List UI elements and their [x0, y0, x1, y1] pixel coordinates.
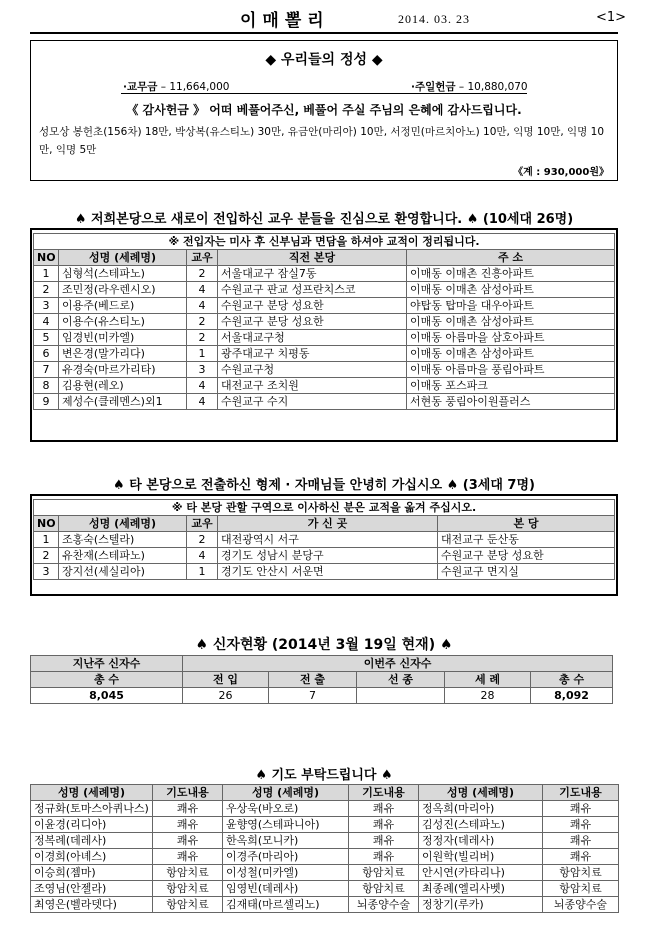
column-header: 기도내용	[153, 785, 223, 801]
column-header: 성명 (세례명)	[59, 250, 187, 266]
table-cell: 경기도 안산시 서운면	[218, 564, 438, 580]
table-row	[34, 330, 615, 346]
column-header: 성명 (세례명)	[31, 785, 153, 801]
table-cell: 1	[187, 564, 218, 580]
table-cell: 수원교구 수지	[218, 394, 407, 410]
table-cell: 김재태(마르셀리노)	[223, 897, 349, 913]
lord-offering-value: – 11,664,000	[160, 81, 230, 93]
table-cell: 변은경(말가리다)	[59, 346, 187, 362]
offering-title: ◆ 우리들의 정성 ◆	[265, 52, 383, 68]
table-cell: 이매동 이매촌 삼성아파트	[407, 314, 615, 330]
column-header: NO	[34, 250, 59, 266]
sunday-offering-label: ·주일헌금	[411, 81, 456, 93]
prayer-table	[30, 784, 619, 913]
table-cell: 정정자(데레사)	[419, 833, 543, 849]
thanks-offering-title: 《 감사헌금 》 어떠 베풀어주신, 베풀어 주실 주님의 은혜에 감사드립니다.	[126, 103, 522, 117]
this-week-label: 이번주 신자수	[183, 656, 613, 672]
table-cell: 쾌유	[543, 833, 619, 849]
table-cell: 쾌유	[349, 849, 419, 865]
table-cell: 항암치료	[153, 865, 223, 881]
table-cell: 2	[187, 532, 218, 548]
table-cell: 이용주(베드로)	[59, 298, 187, 314]
table-cell: 이매동 이매촌 진흥아파트	[407, 266, 615, 282]
newcomers-note: ※ 전입자는 미사 후 신부님과 면담을 하셔야 교적이 정리됩니다.	[34, 234, 615, 250]
table-cell: 2	[187, 314, 218, 330]
table-cell: 광주대교구 치평동	[218, 346, 407, 362]
column-header: 성명 (세례명)	[419, 785, 543, 801]
table-cell: 우상욱(바오로)	[223, 801, 349, 817]
table-cell: 유경숙(마르가리타)	[59, 362, 187, 378]
table-cell: 쾌유	[349, 833, 419, 849]
transfers-table	[33, 499, 615, 580]
sunday-offering	[411, 79, 528, 94]
transfer-in-value: 26	[183, 688, 269, 704]
table-cell: 4	[187, 282, 218, 298]
offering-total: 《계 : 930,000원》	[513, 167, 609, 178]
column-header: 전 출	[269, 672, 357, 688]
table-cell: 이매동 아름마을 풍림아파트	[407, 362, 615, 378]
divider	[121, 93, 527, 94]
table-cell: 대전교구 조치원	[218, 378, 407, 394]
column-header: 전 입	[183, 672, 269, 688]
table-cell: 대전교구 둔산동	[438, 532, 615, 548]
table-cell: 쾌유	[349, 817, 419, 833]
baptism-value: 28	[445, 688, 531, 704]
table-cell: 조영님(안젤라)	[31, 881, 153, 897]
table-cell: 안시연(카타리나)	[419, 865, 543, 881]
table-cell: 제성수(클레멘스)외1	[59, 394, 187, 410]
table-cell: 이경희(아녜스)	[31, 849, 153, 865]
lord-offering	[123, 79, 229, 94]
page-number: <1>	[596, 10, 627, 25]
table-cell: 이성철(미카엘)	[223, 865, 349, 881]
bulletin-title: 이매뽈리	[240, 11, 330, 31]
column-header: NO	[34, 516, 59, 532]
table-cell: 항암치료	[153, 897, 223, 913]
table-cell: 최영은(벨라뎃다)	[31, 897, 153, 913]
transfers-note: ※ 타 본당 관할 구역으로 이사하신 분은 교적을 옮겨 주십시오.	[34, 500, 615, 516]
table-row	[34, 266, 615, 282]
table-cell: 이윤경(리디아)	[31, 817, 153, 833]
column-header: 총 수	[31, 672, 183, 688]
table-cell: 6	[34, 346, 59, 362]
table-cell: 김용현(레오)	[59, 378, 187, 394]
table-cell: 쾌유	[153, 849, 223, 865]
table-cell: 쾌유	[543, 849, 619, 865]
table-row	[31, 817, 619, 833]
table-row	[34, 394, 615, 410]
table-cell: 8	[34, 378, 59, 394]
table-cell: 경기도 성남시 분당구	[218, 548, 438, 564]
table-row	[34, 378, 615, 394]
table-cell: 쾌유	[349, 801, 419, 817]
table-cell: 9	[34, 394, 59, 410]
last-week-label: 지난주 신자수	[31, 656, 183, 672]
column-header: 세 례	[445, 672, 531, 688]
table-cell: 쾌유	[543, 817, 619, 833]
table-cell: 임영빈(데레사)	[223, 881, 349, 897]
table-row	[34, 298, 615, 314]
table-cell: 서현동 풍림아이원플러스	[407, 394, 615, 410]
table-header-row	[34, 516, 615, 532]
table-cell: 4	[187, 378, 218, 394]
table-cell: 수원교구 분당 성요한	[218, 314, 407, 330]
column-header: 교우	[187, 516, 218, 532]
table-row	[31, 881, 619, 897]
table-cell: 윤향영(스테파니아)	[223, 817, 349, 833]
table-cell: 정창기(루카)	[419, 897, 543, 913]
table-cell: 1	[34, 266, 59, 282]
column-header: 주 소	[407, 250, 615, 266]
table-cell: 정규화(토마스아퀴나스)	[31, 801, 153, 817]
table-header-row	[34, 250, 615, 266]
table-cell: 쾌유	[153, 801, 223, 817]
last-total-value: 8,045	[31, 688, 183, 704]
table-cell: 유찬재(스테파노)	[59, 548, 187, 564]
table-cell: 수원교구 면지실	[438, 564, 615, 580]
table-cell: 조민정(라우렌시오)	[59, 282, 187, 298]
table-cell: 쾌유	[153, 817, 223, 833]
table-row	[34, 314, 615, 330]
column-header: 기도내용	[349, 785, 419, 801]
status-table	[30, 655, 613, 704]
column-header: 본 당	[438, 516, 615, 532]
column-header: 직전 본당	[218, 250, 407, 266]
offering-box	[30, 40, 618, 181]
table-cell: 4	[187, 298, 218, 314]
table-cell: 3	[187, 362, 218, 378]
bulletin-header	[30, 4, 627, 34]
table-cell: 심형석(스테파노)	[59, 266, 187, 282]
table-cell: 이용수(유스티노)	[59, 314, 187, 330]
table-cell: 한옥희(모니카)	[223, 833, 349, 849]
table-cell: 항암치료	[349, 881, 419, 897]
table-cell: 이매동 포스파크	[407, 378, 615, 394]
table-cell: 수원교구 판교 성프란치스코	[218, 282, 407, 298]
table-cell: 3	[34, 564, 59, 580]
table-cell: 정복례(데레사)	[31, 833, 153, 849]
table-cell: 4	[34, 314, 59, 330]
table-cell: 김성진(스테파노)	[419, 817, 543, 833]
table-cell: 2	[34, 282, 59, 298]
table-cell: 임경빈(미카엘)	[59, 330, 187, 346]
donor-list: 성모상 봉헌초(156차) 18만, 박상복(유스티노) 30만, 유금안(마리아) 10만, 서정민(마르치아노) 10만, 익명 10만, 익명 10만, 익명 5만	[39, 126, 605, 156]
table-cell: 야탑동 탑마을 대우아파트	[407, 298, 615, 314]
lord-offering-label: ·교무금	[123, 81, 158, 93]
table-cell: 3	[34, 298, 59, 314]
table-cell: 서울대교구 잠실7동	[218, 266, 407, 282]
table-cell: 정옥희(마리아)	[419, 801, 543, 817]
table-cell: 4	[187, 548, 218, 564]
table-cell: 수원교구 분당 성요한	[218, 298, 407, 314]
table-cell: 4	[187, 394, 218, 410]
prayer-title: ♠ 기도 부탁드립니다 ♠	[255, 768, 393, 783]
table-cell: 항암치료	[349, 865, 419, 881]
table-row	[34, 362, 615, 378]
table-cell: 2	[187, 330, 218, 346]
transfers-title: ♠ 타 본당으로 전출하신 형제 · 자매님들 안녕히 가십시오 ♠ (3세대 7명)	[113, 478, 535, 493]
transfer-out-value: 7	[269, 688, 357, 704]
table-row	[31, 833, 619, 849]
table-cell: 쾌유	[543, 801, 619, 817]
table-cell: 대전광역시 서구	[218, 532, 438, 548]
table-row	[31, 897, 619, 913]
table-cell: 항암치료	[543, 865, 619, 881]
table-cell: 2	[34, 548, 59, 564]
sunday-offering-value: – 10,880,070	[458, 81, 528, 93]
column-header: 가 신 곳	[218, 516, 438, 532]
table-row	[31, 849, 619, 865]
table-cell: 이매동 이매촌 삼성아파트	[407, 282, 615, 298]
column-header: 성명 (세례명)	[223, 785, 349, 801]
table-cell: 5	[34, 330, 59, 346]
table-cell: 이매동 이매촌 삼성아파트	[407, 346, 615, 362]
table-cell: 이경주(마리아)	[223, 849, 349, 865]
table-cell: 최종례(엘리사벳)	[419, 881, 543, 897]
table-header-row	[31, 785, 619, 801]
table-cell: 이승희(젬마)	[31, 865, 153, 881]
table-cell: 뇌종양수술	[543, 897, 619, 913]
bulletin-date: 2014. 03. 23	[398, 12, 470, 26]
table-row	[34, 548, 615, 564]
column-header: 기도내용	[543, 785, 619, 801]
current-total-value: 8,092	[531, 688, 613, 704]
table-cell: 서울대교구청	[218, 330, 407, 346]
table-row	[34, 282, 615, 298]
table-row	[31, 801, 619, 817]
column-header: 총 수	[531, 672, 613, 688]
newcomers-title: ♠ 저희본당으로 새로이 전입하신 교우 분들을 진심으로 환영합니다. ♠ (10세대 26명)	[74, 212, 574, 227]
deceased-value	[357, 688, 445, 704]
table-cell: 뇌종양수술	[349, 897, 419, 913]
status-title: ♠ 신자현황 (2014년 3월 19일 현재) ♠	[195, 637, 453, 653]
table-cell: 2	[187, 266, 218, 282]
column-header: 선 종	[357, 672, 445, 688]
column-header: 교우	[187, 250, 218, 266]
table-cell: 항암치료	[153, 881, 223, 897]
table-cell: 장지선(세실리아)	[59, 564, 187, 580]
newcomers-table	[33, 233, 615, 410]
table-cell: 이매동 아름마을 삼호아파트	[407, 330, 615, 346]
table-row	[34, 346, 615, 362]
table-row	[34, 564, 615, 580]
table-cell: 1	[34, 532, 59, 548]
column-header: 성명 (세례명)	[59, 516, 187, 532]
table-row	[31, 865, 619, 881]
table-cell: 7	[34, 362, 59, 378]
table-cell: 쾌유	[153, 833, 223, 849]
table-cell: 조홍숙(스텔라)	[59, 532, 187, 548]
table-cell: 이원학(빌리버)	[419, 849, 543, 865]
table-cell: 수원교구청	[218, 362, 407, 378]
table-cell: 수원교구 분당 성요한	[438, 548, 615, 564]
table-cell: 1	[187, 346, 218, 362]
table-row	[34, 532, 615, 548]
table-cell: 항암치료	[543, 881, 619, 897]
